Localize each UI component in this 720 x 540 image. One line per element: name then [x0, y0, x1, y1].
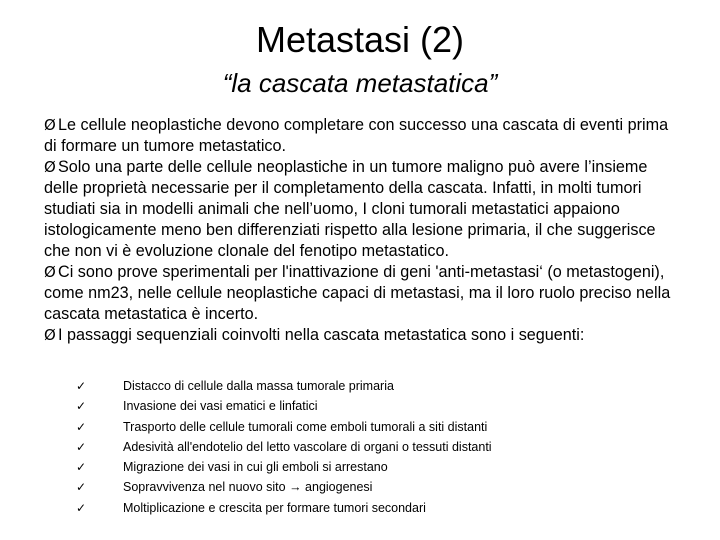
- paragraph-text: I passaggi sequenziali coinvolti nella cascata metastatica sono i seguenti:: [58, 326, 585, 344]
- list-item: [76, 417, 636, 437]
- slide-subtitle: “la cascata metastatica”: [222, 68, 498, 98]
- step-text: Moltiplicazione e crescita per formare tumori secondari: [123, 500, 426, 515]
- step-text: Sopravvivenza nel nuovo sito → angiogenesi: [123, 480, 373, 495]
- arrow-bullet-icon: Ø: [44, 116, 56, 134]
- list-item: [76, 477, 636, 497]
- step-text: Invasione dei vasi ematici e linfatici: [123, 399, 318, 414]
- paragraph-text: Ci sono prove sperimentali per l'inattivazione di geni 'anti-metastasi‘ (o metastogeni), come nm23, nelle cellule neoplastiche capaci di metastasi, ma il loro ruolo preciso nella cascata metastatica è incerto.: [44, 263, 671, 323]
- checkmark-icon: ✓: [76, 419, 87, 434]
- arrow-bullet-icon: Ø: [44, 158, 56, 176]
- step-text: Migrazione dei vasi in cui gli emboli si arrestano: [123, 460, 388, 475]
- list-item: [76, 396, 636, 416]
- list-item: [76, 437, 636, 457]
- checkmark-icon: ✓: [76, 480, 87, 495]
- checkmark-icon: ✓: [76, 500, 87, 515]
- checkmark-icon: ✓: [76, 439, 87, 454]
- arrow-bullet-icon: Ø: [44, 263, 56, 281]
- checkmark-icon: ✓: [76, 460, 87, 475]
- list-item: [76, 376, 636, 396]
- cascade-steps-list: [76, 376, 636, 518]
- arrow-bullet-icon: Ø: [44, 326, 56, 344]
- body-text: [44, 115, 684, 346]
- list-item: [76, 457, 636, 477]
- step-text: Distacco di cellule dalla massa tumorale primaria: [123, 379, 394, 393]
- checkmark-icon: ✓: [76, 399, 87, 414]
- paragraph-4: [44, 325, 684, 346]
- paragraph-text: Solo una parte delle cellule neoplastiche in un tumore maligno può avere l’insieme delle proprietà necessarie per il completamento della cascata. Infatti, in molti tumori studiati sia in modelli animali che nell’uomo, I cloni tumorali metastatici appaiono istologicamente meno ben differenziati rispetto alla lesione primaria, il che suggerisce che non vi è evoluzione clonale del fenotipo metastatico.: [44, 158, 656, 260]
- list-item: [76, 498, 636, 518]
- paragraph-text: Le cellule neoplastiche devono completare con successo una cascata di eventi prima di formare un tumore metastatico.: [44, 116, 669, 155]
- paragraph-2: [44, 157, 684, 262]
- paragraph-1: [44, 115, 684, 157]
- checkmark-icon: ✓: [76, 379, 87, 393]
- paragraph-3: [44, 262, 684, 325]
- slide-title: Metastasi (2): [255, 19, 465, 60]
- step-text: Trasporto delle cellule tumorali come emboli tumorali a siti distanti: [123, 419, 488, 434]
- step-text: Adesività all'endotelio del letto vascolare di organi o tessuti distanti: [123, 439, 492, 454]
